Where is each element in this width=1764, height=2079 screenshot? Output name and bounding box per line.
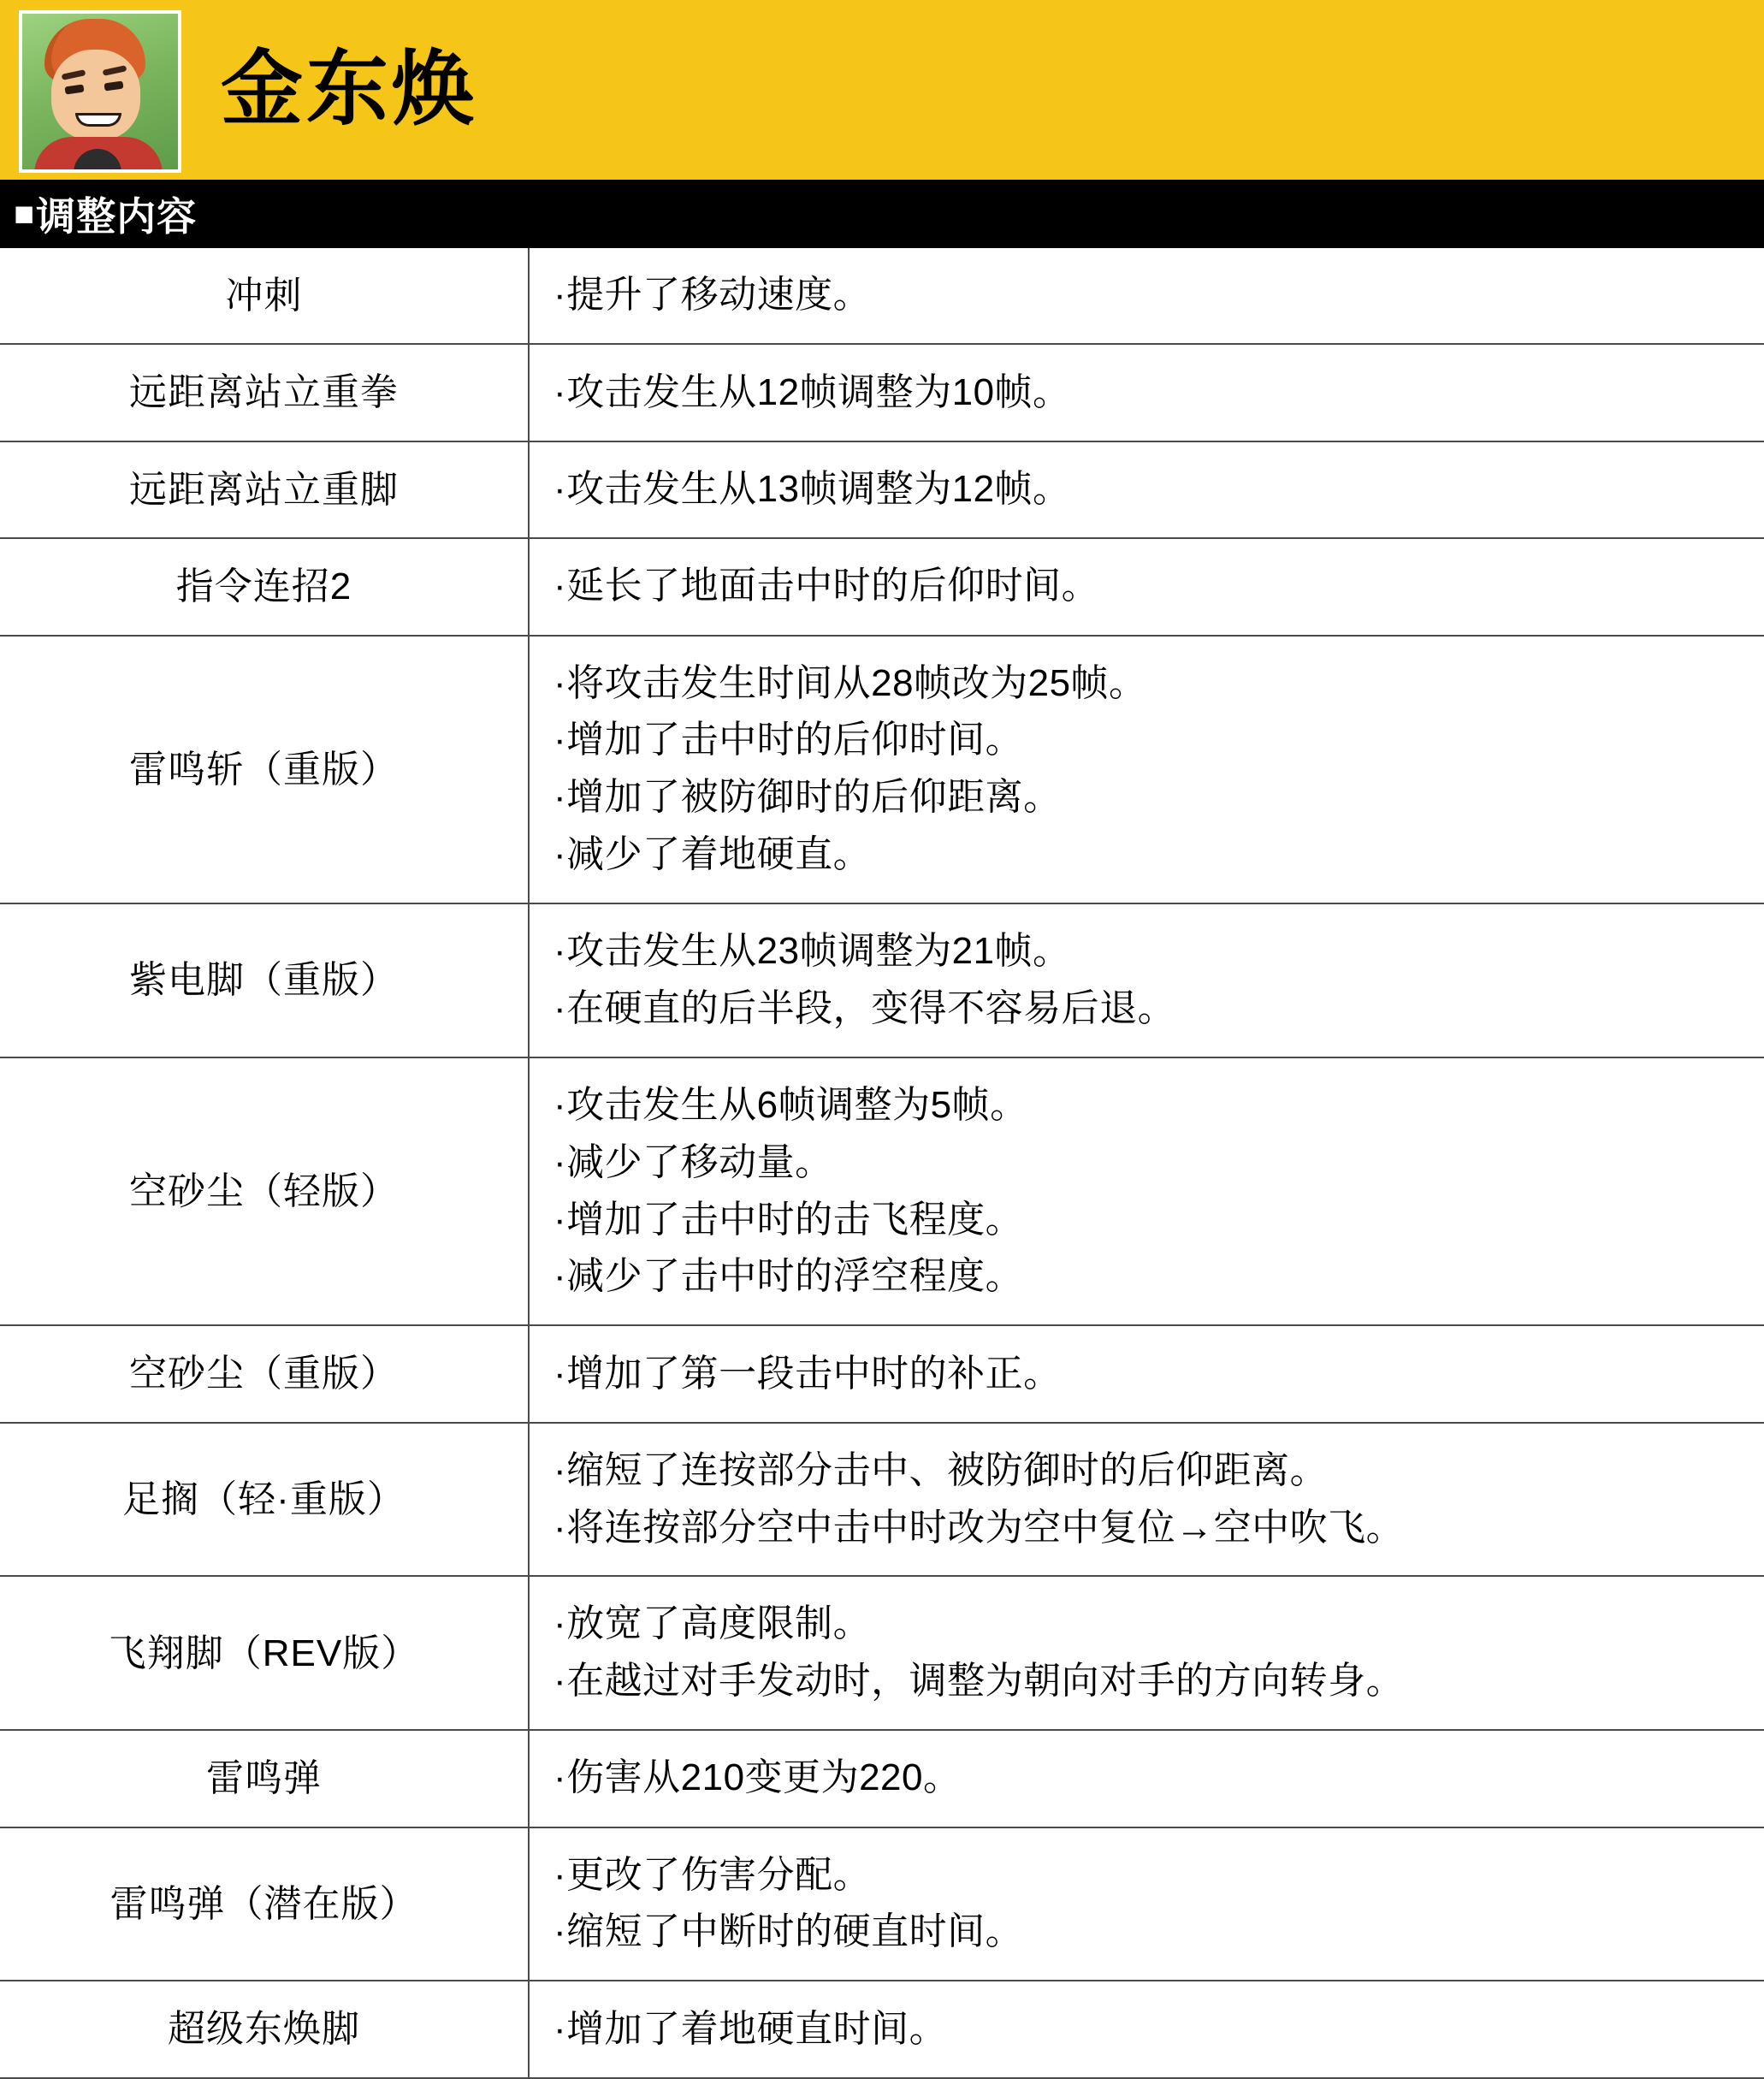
move-description-line: ·减少了移动量。: [553, 1140, 833, 1183]
portrait-face: [51, 50, 140, 140]
move-name-cell: 足搁（轻·重版）: [0, 1423, 529, 1577]
table-row: [0, 441, 1764, 538]
table-row: [0, 248, 1764, 344]
section-marker-icon: ■: [14, 195, 35, 233]
table-row: [0, 1576, 1764, 1730]
move-description-cell: [529, 1827, 1764, 1981]
table-row: [0, 538, 1764, 635]
move-description-line: ·提升了移动速度。: [553, 274, 872, 317]
move-description-line: ·将连按部分空中击中时改为空中复位→空中吹飞。: [553, 1506, 1405, 1549]
table-row: [0, 636, 1764, 904]
move-description-line: ·伤害从210变更为220。: [553, 1756, 962, 1799]
move-description-cell: [529, 1981, 1764, 2077]
move-description-line: ·增加了击中时的后仰时间。: [553, 719, 1024, 761]
move-description-line: ·增加了第一段击中时的补正。: [553, 1352, 1062, 1395]
move-name-cell: 远距离站立重脚: [0, 441, 529, 538]
move-name-cell: 远距离站立重拳: [0, 344, 529, 441]
move-description-line: ·在越过对手发动时，调整为朝向对手的方向转身。: [553, 1660, 1405, 1703]
move-description-cell: [529, 344, 1764, 441]
table-row: [0, 1057, 1764, 1326]
table-row: [0, 1981, 1764, 2077]
move-description-cell: [529, 1730, 1764, 1827]
move-name-cell: 雷鸣弹: [0, 1730, 529, 1827]
table-row: [0, 903, 1764, 1057]
move-description-line: ·延长了地面击中时的后仰时间。: [553, 565, 1100, 607]
move-name-cell: 紫电脚（重版）: [0, 903, 529, 1057]
table-row: [0, 1827, 1764, 1981]
move-description-line: ·攻击发生从6帧调整为5帧。: [553, 1083, 1028, 1126]
move-name-cell: 空砂尘（轻版）: [0, 1057, 529, 1326]
move-description-line: ·增加了被防御时的后仰距离。: [553, 776, 1062, 819]
move-description-cell: [529, 903, 1764, 1057]
character-name: 金东焕: [221, 44, 477, 135]
move-description-line: ·攻击发生从23帧调整为21帧。: [553, 930, 1071, 973]
move-description-line: ·缩短了连按部分击中、被防御时的后仰距离。: [553, 1448, 1329, 1491]
section-title: 调整内容: [36, 194, 198, 239]
move-name-cell: 冲刺: [0, 248, 529, 344]
move-description-line: ·增加了着地硬直时间。: [553, 2007, 948, 2050]
character-header: [0, 0, 1764, 180]
move-description-cell: [529, 538, 1764, 635]
move-description-cell: [529, 1576, 1764, 1730]
move-description-cell: [529, 1057, 1764, 1326]
move-description-line: ·将攻击发生时间从28帧改为25帧。: [553, 661, 1147, 704]
move-description-line: ·放宽了高度限制。: [553, 1602, 872, 1645]
move-description-cell: [529, 441, 1764, 538]
portrait-mouth: [75, 113, 121, 127]
move-description-line: ·增加了击中时的击飞程度。: [553, 1198, 1024, 1241]
move-name-cell: 雷鸣斩（重版）: [0, 636, 529, 904]
change-list-table: [0, 248, 1764, 2079]
move-description-cell: [529, 248, 1764, 344]
character-portrait-icon: [19, 10, 181, 173]
move-name-cell: 飞翔脚（REV版）: [0, 1576, 529, 1730]
change-list-body: [0, 248, 1764, 2078]
table-row: [0, 1423, 1764, 1577]
move-description-line: ·攻击发生从13帧调整为12帧。: [553, 468, 1071, 511]
move-description-cell: [529, 636, 1764, 904]
move-description-line: ·缩短了中断时的硬直时间。: [553, 1910, 1024, 1953]
move-description-line: ·攻击发生从12帧调整为10帧。: [553, 370, 1071, 413]
section-header: [0, 180, 1764, 248]
move-description-line: ·减少了着地硬直。: [553, 833, 872, 876]
move-name-cell: 雷鸣弹（潜在版）: [0, 1827, 529, 1981]
move-description-cell: [529, 1325, 1764, 1422]
table-row: [0, 1730, 1764, 1827]
table-row: [0, 1325, 1764, 1422]
table-row: [0, 344, 1764, 441]
move-description-line: ·减少了击中时的浮空程度。: [553, 1255, 1024, 1298]
move-name-cell: 超级东焕脚: [0, 1981, 529, 2077]
move-description-line: ·在硬直的后半段，变得不容易后退。: [553, 986, 1176, 1029]
move-name-cell: 空砂尘（重版）: [0, 1325, 529, 1422]
move-description-line: ·更改了伤害分配。: [553, 1853, 872, 1896]
move-name-cell: 指令连招2: [0, 538, 529, 635]
move-description-cell: [529, 1423, 1764, 1577]
